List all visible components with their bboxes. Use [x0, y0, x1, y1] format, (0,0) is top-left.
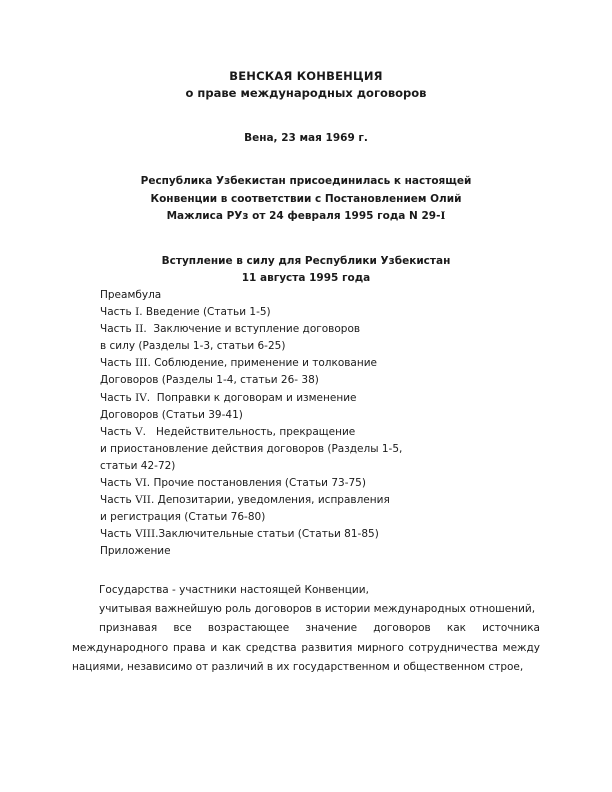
toc-line [100, 390, 530, 407]
toc-line [100, 355, 530, 372]
toc-line: Приложение [100, 545, 171, 558]
toc-line-text: . Депозитарии, уведомления, исправления [150, 494, 390, 507]
body-paragraph: Государства - участники настоящей Конвенции, [99, 584, 369, 596]
toc-line [100, 492, 530, 509]
toc-line-text: . Недействительность, прекращение [142, 425, 356, 438]
place-and-date: Вена, 23 мая 1969 г. [244, 132, 368, 144]
toc-line-text: . Заключение и вступление договоров [143, 323, 361, 336]
toc-line: и регистрация (Статьи 76-80) [100, 511, 266, 524]
toc-roman-numeral: VI [135, 477, 147, 490]
toc-roman-numeral: VIII [135, 528, 156, 541]
toc-line-prefix: Часть [100, 528, 136, 541]
toc-line [100, 304, 530, 321]
toc-line-prefix: Часть [100, 494, 136, 507]
toc-roman-numeral: IV [135, 391, 147, 404]
document-header [106, 68, 506, 288]
body-paragraph: признавая все возрастающее значение договоров как источника международного права и как средства развития мирного сотрудничества между нациями, независимо от различий в их государственном и общественном строе, [72, 622, 540, 673]
accession-roman-numeral: I [440, 210, 446, 222]
toc-line-prefix: Часть [100, 306, 136, 319]
entry-into-force-line-2: 11 августа 1995 года [241, 272, 371, 284]
toc-line-text: .Заключительные статьи (Статьи 81-85) [155, 528, 379, 541]
toc-line-prefix: Часть [100, 391, 136, 404]
toc-line: Преамбула [100, 289, 162, 301]
toc-line [100, 321, 530, 338]
toc-roman-numeral: I [135, 306, 140, 319]
toc-line-prefix: Часть [100, 357, 136, 370]
table-of-contents [100, 287, 530, 561]
toc-line [100, 475, 530, 492]
entry-into-force-note [106, 226, 506, 288]
toc-line [100, 424, 530, 441]
toc-line: Договоров (Разделы 1-4, статьи 26- 38) [100, 374, 319, 387]
toc-line-text: . Соблюдение, применение и толкование [147, 357, 378, 370]
document-subtitle: о праве международных договоров [185, 86, 427, 100]
toc-roman-numeral: II [135, 323, 144, 336]
accession-line-3 [106, 208, 506, 226]
toc-line [100, 526, 530, 543]
toc-line-text: . Введение (Статьи 1-5) [139, 306, 271, 319]
body-paragraph: учитывая важнейшую роль договоров в истории международных отношений, [99, 603, 536, 616]
toc-line-text: . Прочие постановления (Статьи 73-75) [146, 477, 366, 490]
toc-line-prefix: Часть [100, 425, 136, 438]
toc-line: статьи 42-72) [100, 459, 176, 472]
accession-line-1: Республика Узбекистан присоединилась к настоящей [140, 175, 472, 187]
accession-line-3-text: Мажлиса РУз от 24 февраля 1995 года N 29- [166, 210, 441, 222]
accession-note [106, 146, 506, 226]
toc-line-prefix: Часть [100, 323, 136, 336]
toc-roman-numeral: III [135, 357, 148, 370]
entry-into-force-line-1: Вступление в силу для Республики Узбекистан [161, 254, 451, 267]
document-body [72, 581, 540, 677]
toc-roman-numeral: V [135, 425, 143, 438]
page-title: ВЕНСКАЯ КОНВЕНЦИЯ [229, 69, 383, 83]
toc-roman-numeral: VII [135, 494, 151, 507]
toc-line-prefix: Часть [100, 477, 136, 490]
accession-line-2: Конвенции в соответствии с Постановлением Олий [150, 192, 462, 205]
toc-line: Договоров (Статьи 39-41) [100, 408, 243, 421]
toc-line-text: . Поправки к договорам и изменение [146, 391, 357, 404]
toc-line: в силу (Разделы 1-3, статьи 6-25) [100, 340, 286, 353]
toc-line: и приостановление действия договоров (Разделы 1-5, [100, 442, 403, 455]
